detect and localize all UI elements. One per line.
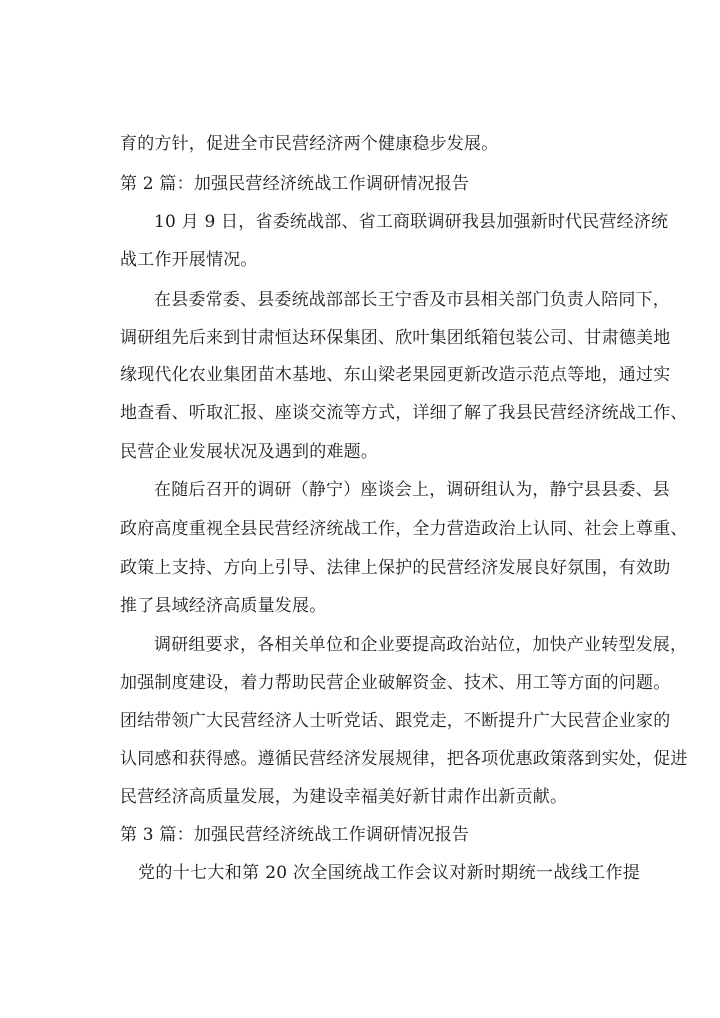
paragraph-line: 政策上支持、方向上引导、法律上保护的民营经济发展良好氛围，有效助 [120,558,671,578]
paragraph-line: 10 月 9 日，省委统战部、省工商联调研我县加强新时代民营经济统 [154,212,669,232]
paragraph-line: 在县委常委、县委统战部部长王宁香及市县相关部门负责人陪同下， [154,290,670,310]
paragraph-line: 民营经济高质量发展，为建设幸福美好新甘肃作出新贡献。 [120,787,568,807]
paragraph-line: 地查看、听取汇报、座谈交流等方式，详细了解了我县民营经济统战工作、 [120,403,688,423]
paragraph-line: 党的十七大和第 20 次全国统战工作会议对新时期统一战线工作提 [138,863,640,883]
paragraph-line: 战工作开展情况。 [120,250,258,270]
paragraph-line: 缘现代化农业集团苗木基地、东山梁老果园更新改造示范点等地，通过实 [120,365,671,385]
paragraph-line: 加强制度建设，着力帮助民营企业破解资金、技术、用工等方面的问题。 [120,673,671,693]
paragraph-line: 政府高度重视全县民营经济统战工作，全力营造政治上认同、社会上尊重、 [120,519,688,539]
paragraph-line: 调研组要求，各相关单位和企业要提高政治站位，加快产业转型发展， [154,635,688,655]
paragraph-line: 民营企业发展状况及遇到的难题。 [120,442,378,462]
paragraph-line: 认同感和获得感。遵循民营经济发展规律，把各项优惠政策落到实处，促进 [120,749,688,769]
paragraph-line: 在随后召开的调研（静宁）座谈会上，调研组认为，静宁县县委、县 [154,480,670,500]
section-heading-2: 第 2 篇：加强民营经济统战工作调研情况报告 [120,174,470,194]
paragraph-line: 调研组先后来到甘肃恒达环保集团、欣叶集团纸箱包装公司、甘肃德美地 [120,328,671,348]
section-heading-3: 第 3 篇：加强民营经济统战工作调研情况报告 [120,825,470,845]
paragraph-line: 推了县域经济高质量发展。 [120,596,327,616]
paragraph-line: 团结带领广大民营经济人士听党话、跟党走，不断提升广大民营企业家的 [120,711,671,731]
paragraph-line: 育的方针，促进全市民营经济两个健康稳步发展。 [120,134,499,154]
